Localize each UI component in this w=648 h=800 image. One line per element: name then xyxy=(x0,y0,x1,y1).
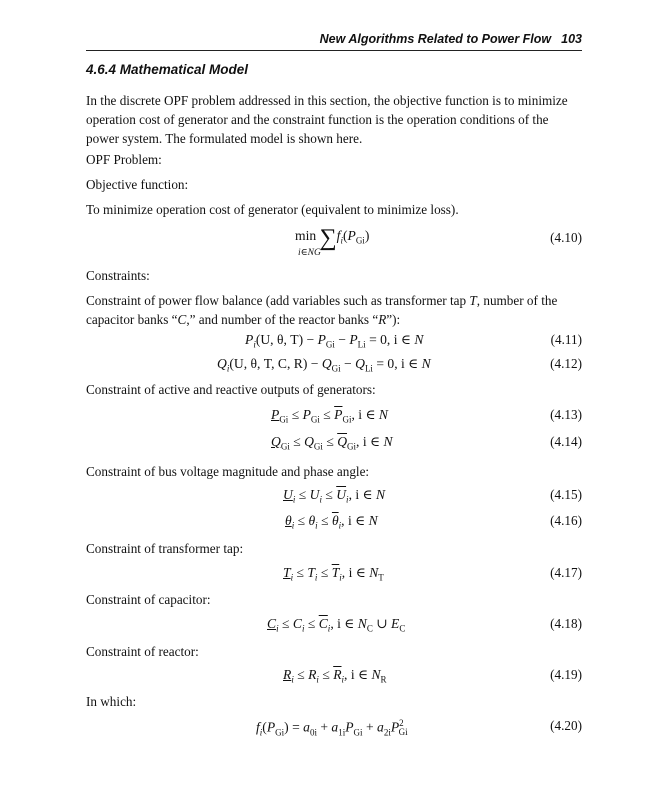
equation-4-12: $Q_i(U$, θ, T, C, $R) - Q_{Gi} - Q_{Li} = 0$, i ∈ N xyxy=(217,356,431,374)
running-header xyxy=(86,32,582,46)
equation-number: (4.18) xyxy=(550,616,582,631)
transformer-tap-label: Constraint of transformer tap: xyxy=(86,541,244,556)
equation-4-20: $f_i(P_{Gi}) = a_{0i} + a_{1i}P_{Gi} + a_{2i}P^2_{Gi}$ xyxy=(256,718,408,738)
equation-number: (4.13) xyxy=(550,407,582,422)
summation-index: i∈NG xyxy=(298,248,321,258)
reactor-label: Constraint of reactor: xyxy=(86,644,199,659)
minimize-text: To minimize operation cost of generator (equivalent to minimize loss). xyxy=(86,202,459,217)
equation-number: (4.20) xyxy=(550,718,582,733)
equation-4-11: $P_i(U$, θ, $T) - P_{Gi} - P_{Li} = 0$, i ∈ N xyxy=(245,332,424,350)
equation-number: (4.10) xyxy=(550,230,582,245)
equation-4-13: $P_{Gi} \le P_{Gi} \le \overline{P}_{Gi}$, i ∈ N xyxy=(271,407,388,425)
objective-function-label: Objective function: xyxy=(86,177,189,192)
equation-number: (4.16) xyxy=(550,513,582,528)
equation-number: (4.14) xyxy=(550,434,582,449)
summation-symbol: ∑ xyxy=(319,225,337,251)
voltage-label: Constraint of bus voltage magnitude and phase angle: xyxy=(86,464,370,479)
equation-number: (4.17) xyxy=(550,565,582,580)
equation-4-14: $Q_{Gi} \le Q_{Gi} \le \overline{Q}_{Gi}$, i ∈ N xyxy=(271,434,393,452)
equation-4-16: $\theta_i \le \theta_i \le \overline{\theta}_i$, i ∈ N xyxy=(285,513,378,531)
power-flow-constraint-text: Constraint of power flow balance (add variables such as transformer tap T, number of the capacitor banks “C,” and number of the reactor banks “R”): xyxy=(86,293,558,327)
intro-paragraph: In the discrete OPF problem addressed in this section, the objective function is to minimize operation cost of generator and the constraint function is the operation conditions of the power system. The formulated model is shown here. xyxy=(86,93,568,146)
running-title: New Algorithms Related to Power Flow xyxy=(319,32,552,46)
opf-problem-label: OPF Problem: xyxy=(86,152,162,167)
equation-4-10: $\min \sum f_i(P_{Gi})$ xyxy=(295,225,370,251)
equation-4-18: $C_i \le C_i \le \overline{C}_i$, i ∈ $N_C$ ∪ $E_C$ xyxy=(267,616,406,634)
equation-4-17: $T_i \le T_i \le \overline{T}_i$, i ∈ $N_T$ xyxy=(283,565,384,583)
section-title: 4.6.4 Mathematical Model xyxy=(86,62,249,77)
equation-number: (4.12) xyxy=(550,356,582,371)
equation-number: (4.11) xyxy=(550,332,582,347)
equation-4-15: $U_i \le U_i \le \overline{U}_i$, i ∈ N xyxy=(283,487,386,505)
capacitor-label: Constraint of capacitor: xyxy=(86,592,211,607)
page-number: 103 xyxy=(561,32,582,46)
equation-number: (4.19) xyxy=(550,667,582,682)
constraints-label: Constraints: xyxy=(86,268,150,283)
equation-4-19: $R_i \le R_i \le \overline{R}_i$, i ∈ $N_R$ xyxy=(283,667,387,685)
in-which-label: In which: xyxy=(86,694,137,709)
header-rule xyxy=(86,50,582,51)
equation-number: (4.15) xyxy=(550,487,582,502)
generator-outputs-label: Constraint of active and reactive outputs of generators: xyxy=(86,382,376,397)
